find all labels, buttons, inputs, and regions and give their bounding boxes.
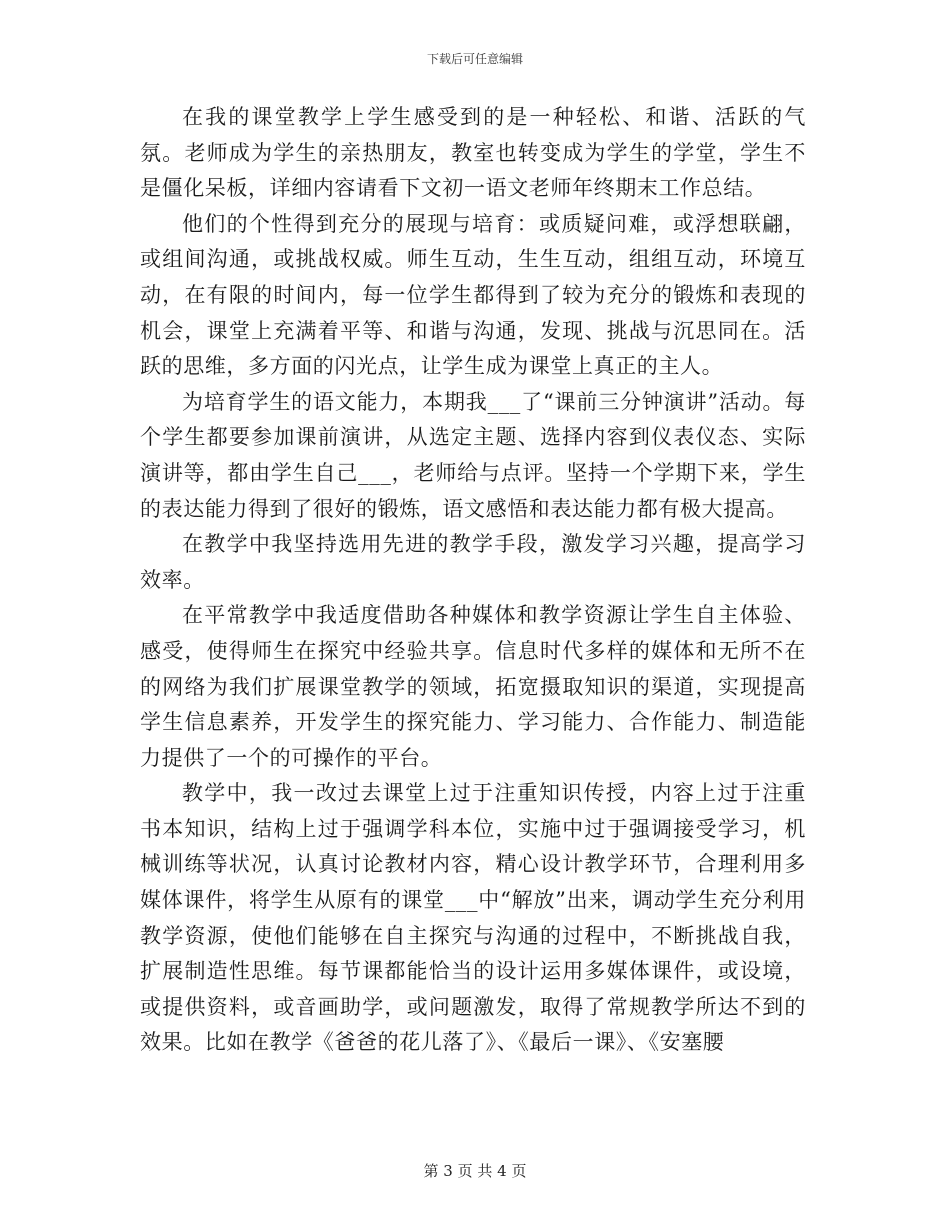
paragraph: 在教学中我坚持选用先进的教学手段，激发学习兴趣，提高学习效率。 — [140, 532, 806, 592]
paragraph: 在我的课堂教学上学生感受到的是一种轻松、和谐、活跃的气氛。老师成为学生的亲热朋友，教室也转变成为学生的学堂，学生不是僵化呆板，详细内容请看下文初一语文老师年终期末工作总结。 — [140, 105, 806, 201]
document-body — [140, 100, 806, 1061]
paragraph: 他们的个性得到充分的展现与培育：或质疑问难，或浮想联翩，或组间沟通，或挑战权威。师生互动，生生互动，组组互动，环境互动，在有限的时间内，每一位学生都得到了较为充分的锻炼和表现的机会，课堂上充满着平等、和谐与沟通，发现、挑战与沉思同在。活跃的思维，多方面的闪光点，让学生成为课堂上真正的主人。 — [140, 211, 806, 379]
page-header: 下载后可任意编辑 — [426, 52, 523, 66]
paragraph: 为培育学生的语文能力，本期我___了“课前三分钟演讲”活动。每个学生都要参加课前演讲，从选定主题、选择内容到仪表仪态、实际演讲等，都由学生自己___，老师给与点评。坚持一个学期下来，学生的表达能力得到了很好的锻炼，语文感悟和表达能力都有极大提高。 — [140, 389, 806, 521]
paragraph: 教学中，我一改过去课堂上过于注重知识传授，内容上过于注重书本知识，结构上过于强调学科本位，实施中过于强调接受学习，机械训练等状况，认真讨论教材内容，精心设计教学环节，合理利用多媒体课件，将学生从原有的课堂___中“解放”出来，调动学生充分利用教学资源，使他们能够在自主探究与沟通的过程中，不断挑战自我，扩展制造性思维。每节课都能恰当的设计运用多媒体课件，或设境，或提供资料，或音画助学，或问题激发，取得了常规教学所达不到的效果。比如在教学《爸爸的花儿落了》、《最后一课》、《安塞腰 — [140, 781, 806, 1055]
paragraph: 在平常教学中我适度借助各种媒体和教学资源让学生自主体验、感受，使得师生在探究中经验共享。信息时代多样的媒体和无所不在的网络为我们扩展课堂教学的领域，拓宽摄取知识的渠道，实现提高学生信息素养，开发学生的探究能力、学习能力、合作能力、制造能力提供了一个的可操作的平台。 — [140, 603, 806, 770]
page-footer: 第 3 页 共 4 页 — [423, 1162, 527, 1180]
